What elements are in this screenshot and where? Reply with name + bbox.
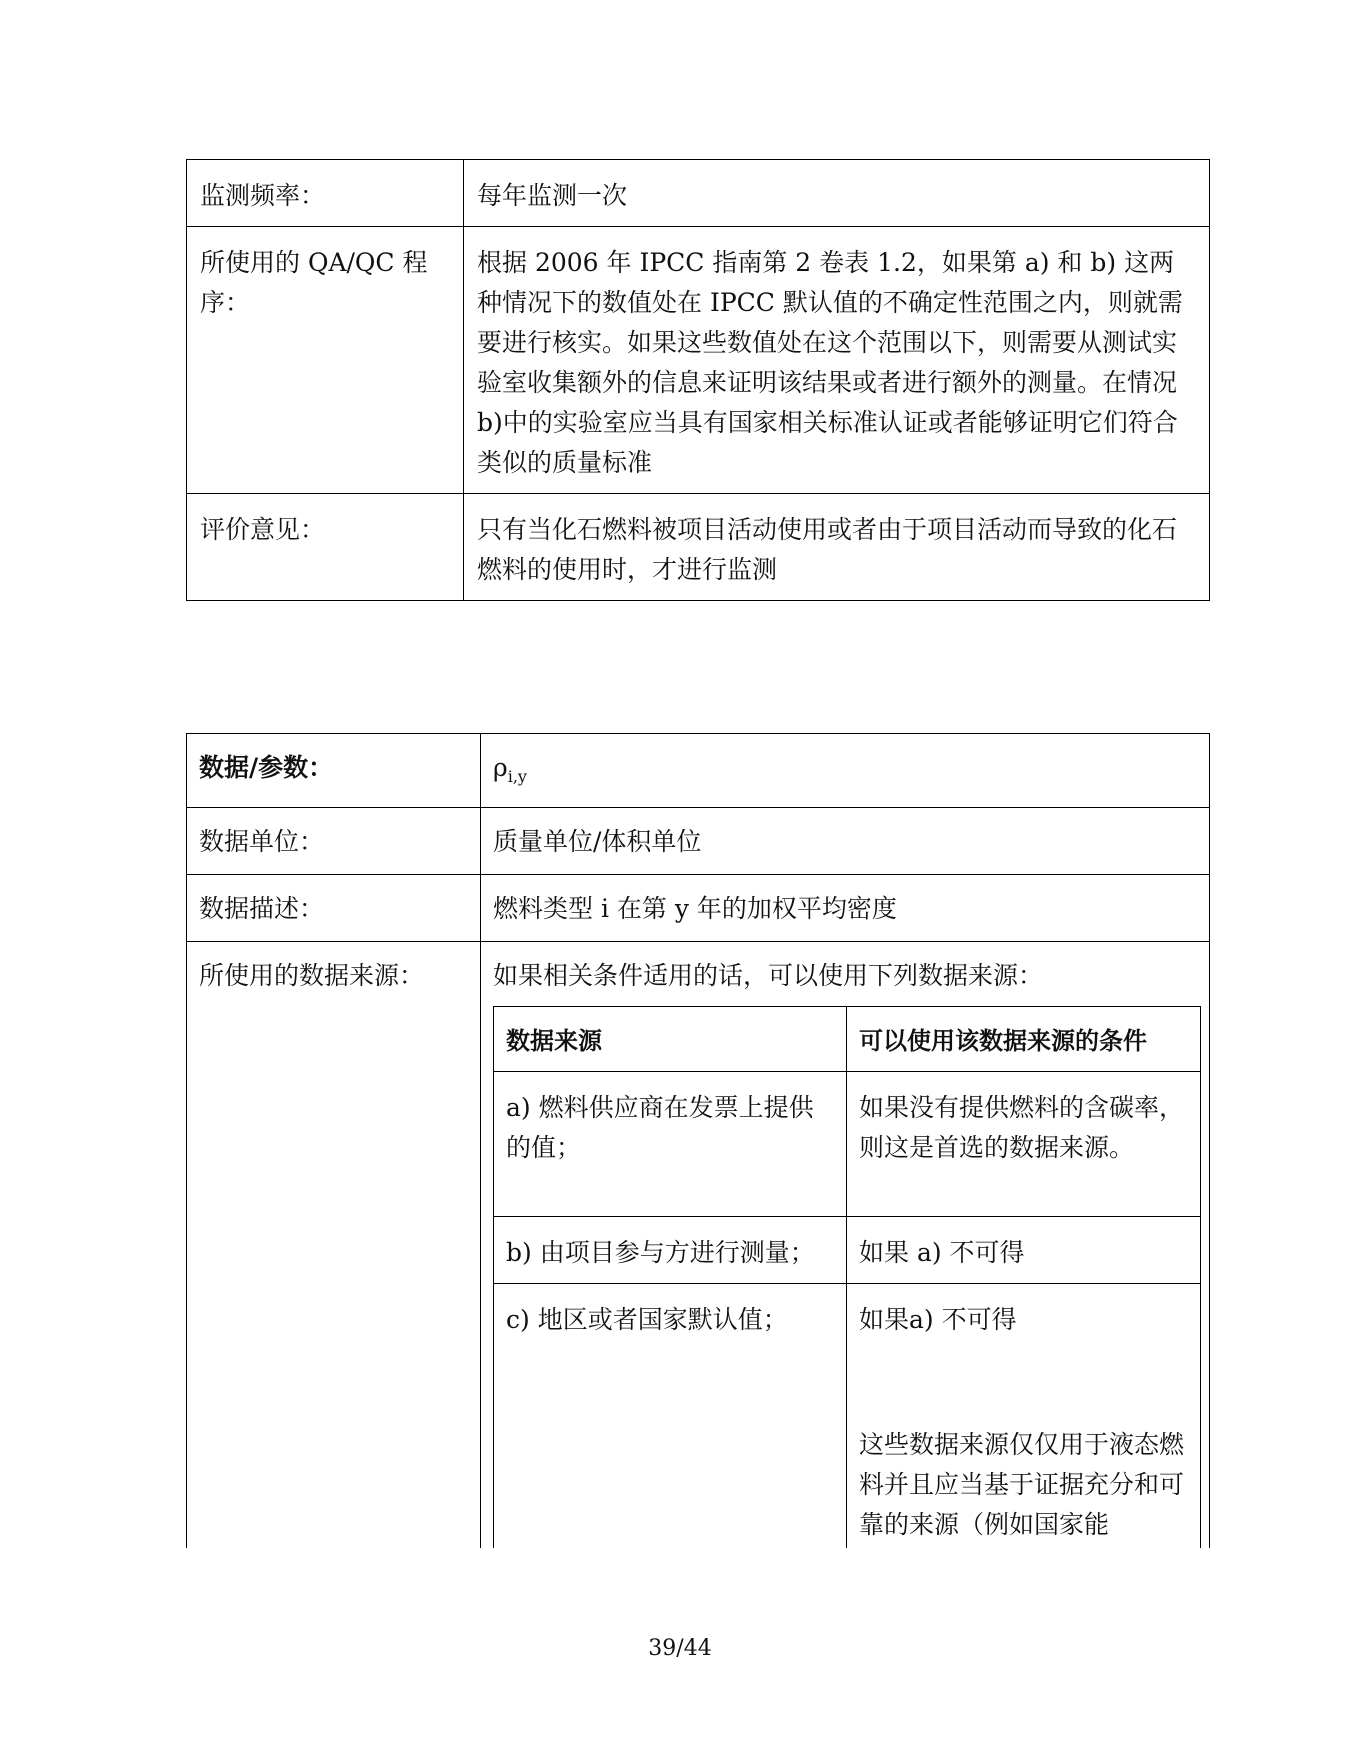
row-value: 根据 2006 年 IPCC 指南第 2 卷表 1.2，如果第 a) 和 b) 这两种情况下的数值处在 IPCC 默认值的不确定性范围之内，则就需要进行核实。如果这些数值处在这个范围以下，则需要从测试实验室收集额外的信息来证明该结果或者进行额外的测量。在情况 b)中的实验室应当具有国家相关标准认证或者能够证明它们符合类似的质量标准 [464, 227, 1210, 494]
sources-note: 这些数据来源仅仅用于液态燃料并且应当基于证据充分和可靠的来源（例如国家能 [859, 1430, 1185, 1539]
source-condition: 如果没有提供燃料的含碳率，则这是首选的数据来源。 [847, 1072, 1201, 1217]
sources-header-row [494, 1007, 1201, 1072]
source-item: a) 燃料供应商在发票上提供的值； [494, 1072, 847, 1217]
param-value [481, 734, 1210, 808]
source-item: b) 由项目参与方进行测量； [494, 1217, 847, 1284]
sources-table [493, 1006, 1201, 1548]
table-row [494, 1072, 1201, 1217]
sources-header-source: 数据来源 [494, 1007, 847, 1072]
source-intro: 如果相关条件适用的话，可以使用下列数据来源： [493, 961, 1044, 990]
parameter-table [186, 733, 1210, 1548]
condition-text: 如果a) 不可得 [859, 1305, 1017, 1334]
sources-header-condition: 可以使用该数据来源的条件 [847, 1007, 1201, 1072]
row-label: 所使用的 QA/QC 程序： [187, 227, 464, 494]
table-row [187, 227, 1210, 494]
table-row [187, 808, 1210, 875]
source-item: c) 地区或者国家默认值； [494, 1284, 847, 1549]
table-row [494, 1284, 1201, 1549]
source-cell [481, 942, 1210, 1549]
unit-label: 数据单位： [187, 808, 481, 875]
source-label: 所使用的数据来源： [187, 942, 481, 1549]
unit-value: 质量单位/体积单位 [481, 808, 1210, 875]
table-row [187, 942, 1210, 1549]
desc-label: 数据描述： [187, 875, 481, 942]
row-value: 每年监测一次 [464, 160, 1210, 227]
row-label: 监测频率： [187, 160, 464, 227]
table-row [494, 1217, 1201, 1284]
row-value: 只有当化石燃料被项目活动使用或者由于项目活动而导致的化石燃料的使用时，才进行监测 [464, 494, 1210, 601]
source-condition [847, 1284, 1201, 1549]
desc-value: 燃料类型 i 在第 y 年的加权平均密度 [481, 875, 1210, 942]
table-row [187, 494, 1210, 601]
param-symbol: ρ [493, 753, 508, 782]
parameter-table-wrapper [186, 733, 1210, 1548]
table-row [187, 160, 1210, 227]
page-number: 39/44 [648, 1636, 712, 1661]
monitoring-table [186, 159, 1210, 601]
table-row [187, 875, 1210, 942]
row-label: 评价意见： [187, 494, 464, 601]
source-condition: 如果 a) 不可得 [847, 1217, 1201, 1284]
param-label: 数据/参数： [187, 734, 481, 808]
table-row [187, 734, 1210, 808]
param-subscript: i,y [507, 767, 527, 786]
